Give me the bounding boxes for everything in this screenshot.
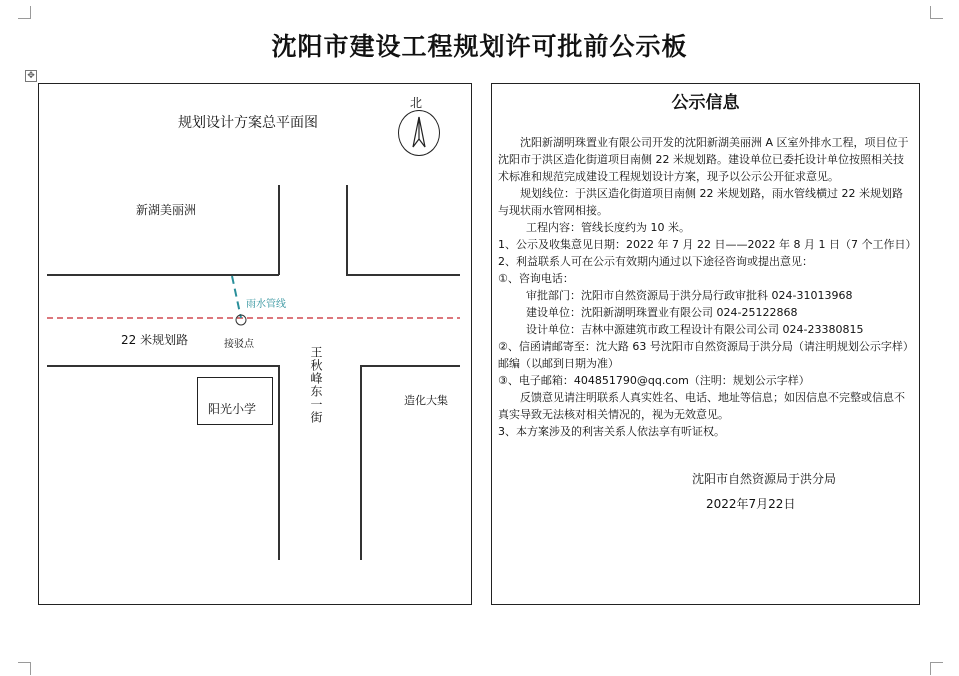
notice-phone-label: ①、咨询电话： bbox=[498, 272, 574, 285]
notice-body bbox=[498, 134, 917, 440]
notice-item-2: 2、利益联系人可在公示有效期内通过以下途径咨询或提出意见： bbox=[498, 255, 813, 268]
label-rain-pipe: 雨水管线 bbox=[246, 299, 286, 310]
notice-email: ③、电子邮箱：404851790@qq.com（注明：规划公示字样） bbox=[498, 374, 810, 387]
block-edge bbox=[278, 185, 280, 275]
notice-item-1: 1、公示及收集意见日期：2022 年 7 月 22 日——2022 年 8 月 1 日（7 个工作日） bbox=[498, 238, 917, 251]
page-title: 沈阳市建设工程规划许可批前公示板 bbox=[271, 32, 688, 61]
block-edge bbox=[47, 365, 279, 367]
label-connection-point: 接驳点 bbox=[224, 339, 254, 350]
notice-designer: 设计单位：吉林中源建筑市政工程设计有限公司公司 024-23380815 bbox=[526, 323, 864, 336]
label-school: 阳光小学 bbox=[208, 402, 257, 416]
block-edge bbox=[47, 274, 279, 276]
block-edge bbox=[360, 365, 362, 560]
block-edge bbox=[360, 365, 460, 367]
notice-approval-dept: 审批部门：沈阳市自然资源局于洪分局行政审批科 024-31013968 bbox=[526, 289, 853, 302]
block-edge bbox=[346, 274, 460, 276]
notice-feedback: 反馈意见请注明联系人真实姓名、电话、地址等信息；如因信息不完整或信息不真实导致无法核对相关情况的，视为无效意见。 bbox=[498, 391, 905, 421]
label-wangqiu-street: 王秋峰东一街 bbox=[309, 346, 323, 424]
notice-signature: 沈阳市自然资源局于洪分局 bbox=[692, 472, 837, 486]
table-move-handle-icon[interactable]: ✥ bbox=[25, 70, 37, 82]
north-label: 北 bbox=[410, 96, 423, 110]
notice-mail: ②、信函请邮寄至：沈大路 63 号沈阳市自然资源局于洪分局（请注明规划公示字样）邮编（以邮到日期为准） bbox=[498, 340, 909, 370]
block-edge bbox=[278, 365, 280, 560]
notice-builder: 建设单位：沈阳新湖明珠置业有限公司 024-25122868 bbox=[526, 306, 798, 319]
label-zaohua: 造化大集 bbox=[404, 394, 448, 407]
notice-title: 公示信息 bbox=[671, 93, 740, 113]
notice-item-3: 3、本方案涉及的利害关系人依法享有听证权。 bbox=[498, 425, 725, 438]
notice-route: 规划线位：于洪区造化街道项目南侧 22 米规划路，雨水管线横过 22 米规划路与现状雨水管网相接。 bbox=[498, 187, 903, 217]
block-edge bbox=[346, 185, 348, 275]
notice-content: 工程内容：管线长度约为 10 米。 bbox=[526, 221, 690, 234]
notice-date: 2022年7月22日 bbox=[706, 497, 796, 511]
notice-intro: 沈阳新湖明珠置业有限公司开发的沈阳新湖美丽洲 A 区室外排水工程，项目位于沈阳市于洪区造化街道项目南侧 22 米规划路。建设单位已委托设计单位按照相关技术标准和规范完成建设工程规划设计方案，现予以公示公开征求意见。 bbox=[498, 136, 909, 183]
page-corner-mark bbox=[930, 662, 943, 675]
page-corner-mark bbox=[930, 6, 943, 19]
site-plan-panel bbox=[38, 83, 472, 605]
map-title: 规划设计方案总平面图 bbox=[178, 115, 318, 131]
notice-panel bbox=[491, 83, 920, 605]
page-corner-mark bbox=[18, 662, 31, 675]
school-block bbox=[197, 377, 273, 425]
north-arrow-icon bbox=[398, 110, 440, 156]
page-corner-mark bbox=[18, 6, 31, 19]
label-xinhu: 新湖美丽洲 bbox=[136, 203, 197, 217]
label-road-22m: 22 米规划路 bbox=[121, 333, 189, 347]
